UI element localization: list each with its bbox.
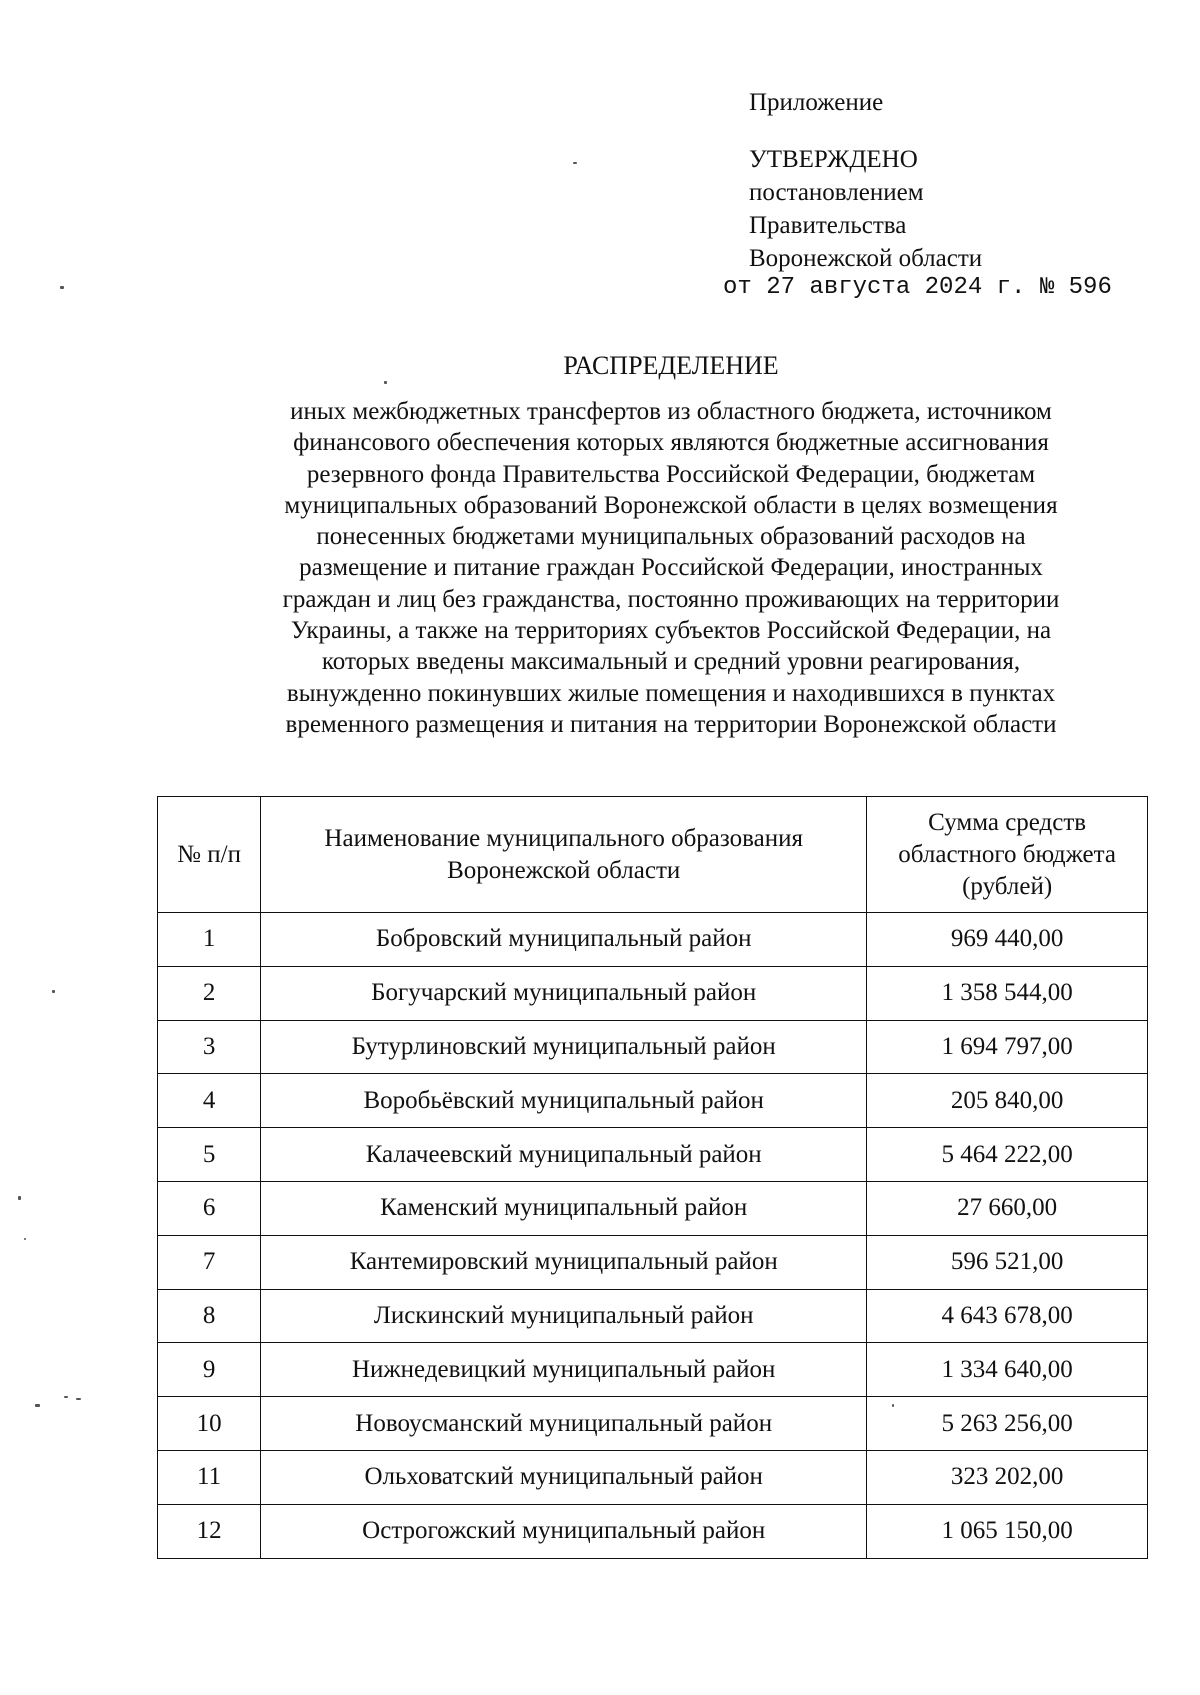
header-number: № п/п — [158, 797, 261, 913]
row-sum: 969 440,00 — [867, 913, 1148, 967]
table-row — [158, 1128, 1148, 1182]
approval-block — [723, 86, 1112, 304]
table-row — [158, 1289, 1148, 1343]
document-subtitle — [200, 396, 1142, 740]
row-sum: 5 464 222,00 — [867, 1128, 1148, 1182]
table-row — [158, 1020, 1148, 1074]
header-sum-line-2: областного бюджета — [898, 840, 1116, 868]
row-number: 5 — [158, 1128, 261, 1182]
subtitle-line: граждан и лиц без гражданства, постоянно проживающих на территории — [282, 585, 1060, 613]
table-row — [158, 1181, 1148, 1235]
header-sum-line-3: (рублей) — [962, 872, 1053, 900]
row-municipality: Новоусманский муниципальный район — [261, 1397, 867, 1451]
document-title: РАСПРЕДЕЛЕНИЕ — [563, 351, 779, 380]
row-number: 3 — [158, 1020, 261, 1074]
row-number: 12 — [158, 1504, 261, 1558]
row-sum: 27 660,00 — [867, 1181, 1148, 1235]
table-row — [158, 1074, 1148, 1128]
approval-line-3: Воронежской области — [749, 245, 983, 272]
row-number: 11 — [158, 1450, 261, 1504]
row-number: 10 — [158, 1397, 261, 1451]
subtitle-line: Украины, а также на территориях субъектов Российской Федерации, на — [290, 617, 1052, 645]
table-row — [158, 1504, 1148, 1558]
header-municipality-line-2: Воронежской области — [447, 856, 681, 884]
row-municipality: Богучарский муниципальный район — [261, 966, 867, 1020]
subtitle-line: финансового обеспечения которых являются бюджетные ассигнования — [293, 429, 1049, 457]
approval-line-2: Правительства — [749, 212, 907, 239]
row-municipality: Ольховатский муниципальный район — [261, 1450, 867, 1504]
subtitle-line: временного размещения и питания на территории Воронежской области — [285, 710, 1057, 738]
subtitle-line: муниципальных образований Воронежской области в целях возмещения — [284, 491, 1058, 519]
decree-date: от 27 августа 2024 г. № 596 — [723, 274, 1112, 301]
scan-speck — [384, 381, 387, 384]
row-municipality: Лискинский муниципальный район — [261, 1289, 867, 1343]
row-sum: 1 334 640,00 — [867, 1343, 1148, 1397]
row-number: 8 — [158, 1289, 261, 1343]
scan-speck — [18, 1196, 21, 1200]
header-sum — [867, 797, 1148, 913]
row-number: 4 — [158, 1074, 261, 1128]
row-number: 7 — [158, 1235, 261, 1289]
row-sum: 5 263 256,00 — [867, 1397, 1148, 1451]
row-number: 6 — [158, 1181, 261, 1235]
row-municipality: Каменский муниципальный район — [261, 1181, 867, 1235]
row-municipality: Нижнедевицкий муниципальный район — [261, 1343, 867, 1397]
table-row — [158, 966, 1148, 1020]
row-sum: 205 840,00 — [867, 1074, 1148, 1128]
row-number: 1 — [158, 913, 261, 967]
table-row — [158, 1235, 1148, 1289]
table-row — [158, 1397, 1148, 1451]
distribution-table — [157, 796, 1148, 1559]
scan-speck — [52, 990, 55, 993]
header-municipality — [261, 797, 867, 913]
appendix-label: Приложение — [749, 89, 884, 116]
table-row — [158, 1450, 1148, 1504]
row-sum: 1 065 150,00 — [867, 1504, 1148, 1558]
row-municipality: Острогожский муниципальный район — [261, 1504, 867, 1558]
row-municipality: Бобровский муниципальный район — [261, 913, 867, 967]
row-municipality: Кантемировский муниципальный район — [261, 1235, 867, 1289]
table-row — [158, 1343, 1148, 1397]
scan-speck — [64, 1396, 68, 1398]
row-number: 2 — [158, 966, 261, 1020]
row-sum: 323 202,00 — [867, 1450, 1148, 1504]
subtitle-line: размещение и питание граждан Российской Федерации, иностранных — [299, 554, 1043, 582]
subtitle-line: резервного фонда Правительства Российской Федерации, бюджетам — [306, 460, 1036, 488]
approved-label: УТВЕРЖДЕНО — [749, 146, 918, 173]
scan-speck — [24, 1238, 26, 1240]
subtitle-line: вынужденно покинувших жилые помещения и находившихся в пунктах — [286, 679, 1056, 707]
table-row — [158, 913, 1148, 967]
header-sum-line-1: Сумма средств — [928, 808, 1087, 836]
subtitle-line: которых введены максимальный и средний уровни реагирования, — [321, 648, 1021, 676]
row-sum: 4 643 678,00 — [867, 1289, 1148, 1343]
scan-speck — [35, 1404, 40, 1407]
header-municipality-line-1: Наименование муниципального образования — [324, 824, 803, 852]
subtitle-line: понесенных бюджетами муниципальных образований расходов на — [316, 523, 1026, 551]
table-header-row — [158, 797, 1148, 913]
row-sum: 1 358 544,00 — [867, 966, 1148, 1020]
approval-line-1: постановлением — [749, 179, 924, 206]
row-municipality: Воробьёвский муниципальный район — [261, 1074, 867, 1128]
row-sum: 1 694 797,00 — [867, 1020, 1148, 1074]
row-sum: 596 521,00 — [867, 1235, 1148, 1289]
subtitle-line: иных межбюджетных трансфертов из областного бюджета, источником — [290, 398, 1052, 425]
row-municipality: Калачеевский муниципальный район — [261, 1128, 867, 1182]
scan-speck — [60, 286, 64, 289]
scan-speck — [573, 162, 577, 164]
row-number: 9 — [158, 1343, 261, 1397]
scan-speck — [892, 1404, 894, 1407]
row-municipality: Бутурлиновский муниципальный район — [261, 1020, 867, 1074]
scan-speck — [76, 1398, 81, 1400]
